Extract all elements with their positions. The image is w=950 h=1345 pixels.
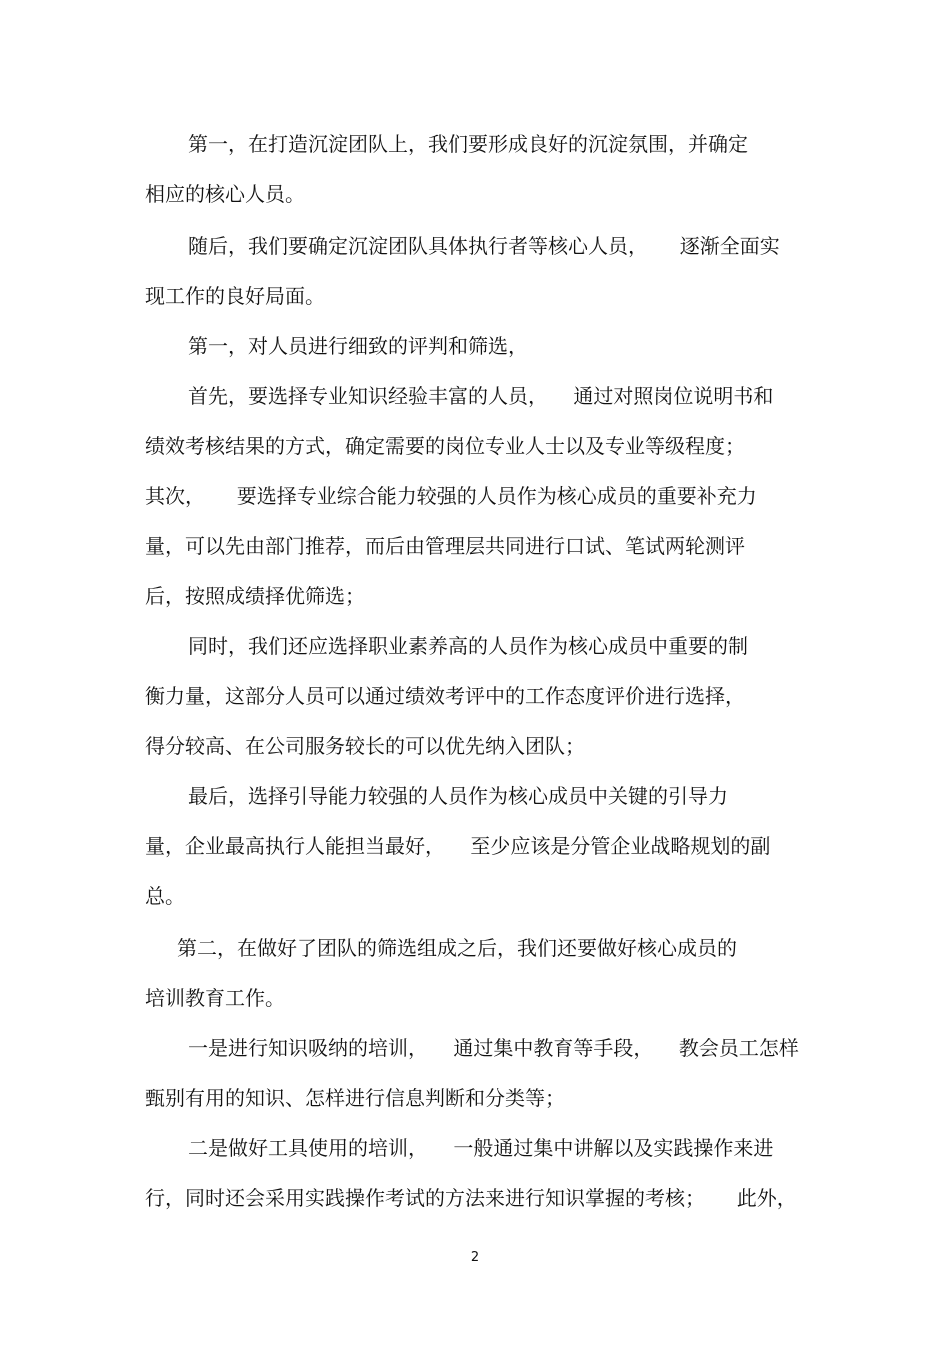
text-line: 相应的核心人员。 (145, 182, 305, 206)
text-line: 最后，选择引导能力较强的人员作为核心成员中关键的引导力 (188, 784, 728, 808)
text-line: 一是进行知识吸纳的培训， 通过集中教育等手段， 教会员工怎样 (188, 1036, 799, 1060)
text-line: 行，同时还会采用实践操作考试的方法来进行知识掌握的考核； 此外， (145, 1186, 797, 1210)
text-line: 其次， 要选择专业综合能力较强的人员作为核心成员的重要补充力 (145, 484, 757, 508)
text-line: 培训教育工作。 (145, 986, 285, 1010)
text-line: 量，企业最高执行人能担当最好， 至少应该是分管企业战略规划的副 (145, 834, 771, 858)
text-line: 后，按照成绩择优筛选； (145, 584, 365, 608)
text-line: 首先，要选择专业知识经验丰富的人员， 通过对照岗位说明书和 (188, 384, 774, 408)
text-line: 第二，在做好了团队的筛选组成之后，我们还要做好核心成员的 (177, 936, 737, 960)
text-line: 总。 (145, 884, 185, 908)
text-line: 第一，对人员进行细致的评判和筛选， (188, 334, 528, 358)
page-number: 2 (470, 1250, 480, 1265)
text-line: 得分较高、在公司服务较长的可以优先纳入团队； (145, 734, 585, 758)
text-line: 随后，我们要确定沉淀团队具体执行者等核心人员， 逐渐全面实 (188, 234, 780, 258)
text-line: 绩效考核结果的方式，确定需要的岗位专业人士以及专业等级程度； (145, 434, 745, 458)
text-line: 现工作的良好局面。 (145, 284, 325, 308)
text-line: 衡力量，这部分人员可以通过绩效考评中的工作态度评价进行选择， (145, 684, 745, 708)
text-line: 同时，我们还应选择职业素养高的人员作为核心成员中重要的制 (188, 634, 748, 658)
text-line: 二是做好工具使用的培训， 一般通过集中讲解以及实践操作来进 (188, 1136, 774, 1160)
text-line: 量，可以先由部门推荐，而后由管理层共同进行口试、笔试两轮测评 (145, 534, 745, 558)
text-line: 第一，在打造沉淀团队上，我们要形成良好的沉淀氛围，并确定 (188, 132, 748, 156)
text-line: 甄别有用的知识、怎样进行信息判断和分类等； (145, 1086, 565, 1110)
